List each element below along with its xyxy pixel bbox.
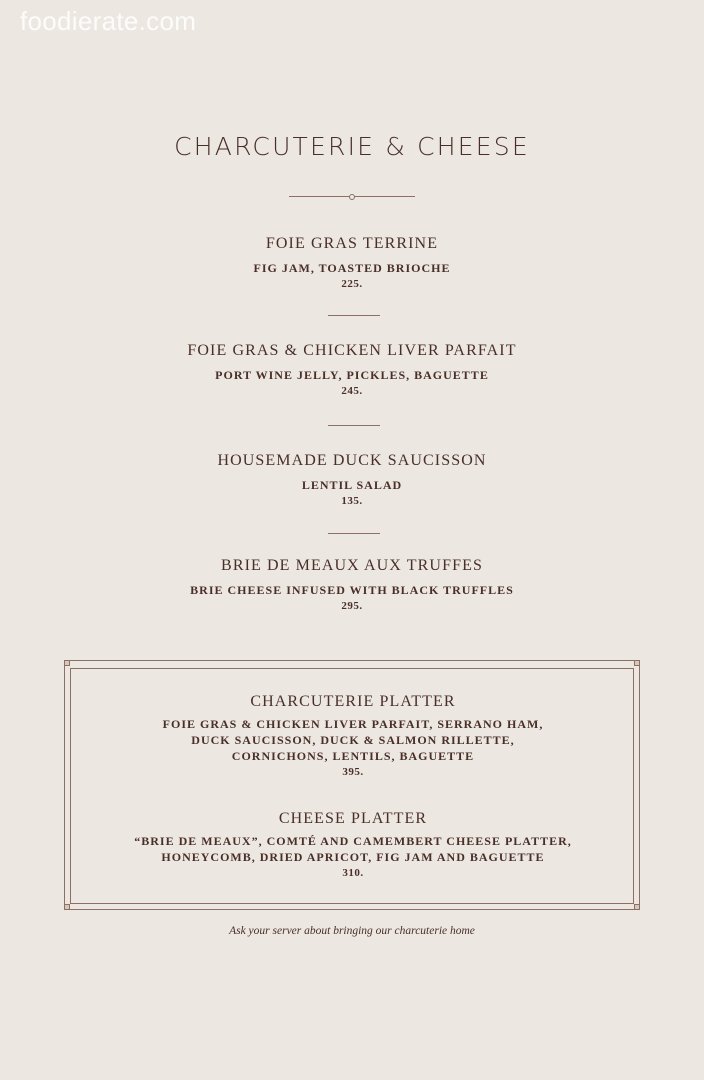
platter-price: 395. xyxy=(342,766,364,778)
platter-frame xyxy=(64,660,640,910)
platter-description xyxy=(65,833,641,865)
menu-item-description: BRIE CHEESE INFUSED WITH BLACK TRUFFLES xyxy=(190,583,514,597)
frame-corner-ornament xyxy=(634,904,640,910)
menu-item-name: FOIE GRAS TERRINE xyxy=(265,235,439,252)
item-divider xyxy=(328,425,380,426)
platter-name: CHEESE PLATTER xyxy=(278,810,428,827)
menu-item-description: PORT WINE JELLY, PICKLES, BAGUETTE xyxy=(215,368,489,382)
menu-item-name: FOIE GRAS & CHICKEN LIVER PARFAIT xyxy=(187,342,517,359)
watermark-text: foodierate.com xyxy=(20,6,197,36)
item-divider xyxy=(328,533,380,534)
section-title: CHARCUTERIE & CHEESE xyxy=(174,132,530,161)
platter-description-line: “BRIE DE MEAUX”, COMTÉ AND CAMEMBERT CHEESE PLATTER, xyxy=(134,834,572,848)
menu-item xyxy=(0,341,704,399)
title-ornament-divider xyxy=(289,196,415,197)
menu-item-price: 245. xyxy=(341,385,363,397)
platter-description-line: DUCK SAUCISSON, DUCK & SALMON RILLETTE, xyxy=(191,733,515,747)
frame-corner-ornament xyxy=(64,660,70,666)
frame-corner-ornament xyxy=(64,904,70,910)
platter-description-line: CORNICHONS, LENTILS, BAGUETTE xyxy=(231,749,475,763)
item-divider xyxy=(328,315,380,316)
platter-item xyxy=(65,692,641,780)
menu-item-description: LENTIL SALAD xyxy=(301,478,403,492)
footer-note: Ask your server about bringing our charcuterie home xyxy=(229,925,475,937)
menu-item-name: HOUSEMADE DUCK SAUCISSON xyxy=(217,452,487,469)
menu-item xyxy=(0,556,704,614)
menu-item-description: FIG JAM, TOASTED BRIOCHE xyxy=(253,261,451,275)
platter-description-line: FOIE GRAS & CHICKEN LIVER PARFAIT, SERRANO HAM, xyxy=(162,717,544,731)
menu-item-price: 225. xyxy=(341,278,363,290)
menu-item-price: 295. xyxy=(341,600,363,612)
menu-item-name: BRIE DE MEAUX AUX TRUFFES xyxy=(221,557,483,574)
menu-item-price: 135. xyxy=(341,495,363,507)
platter-description xyxy=(65,716,641,764)
platter-price: 310. xyxy=(342,867,364,879)
platter-item xyxy=(65,809,641,881)
frame-corner-ornament xyxy=(634,660,640,666)
platter-description-line: HONEYCOMB, DRIED APRICOT, FIG JAM AND BAGUETTE xyxy=(161,850,545,864)
menu-item xyxy=(0,234,704,292)
platter-name: CHARCUTERIE PLATTER xyxy=(250,693,456,710)
menu-item xyxy=(0,451,704,509)
